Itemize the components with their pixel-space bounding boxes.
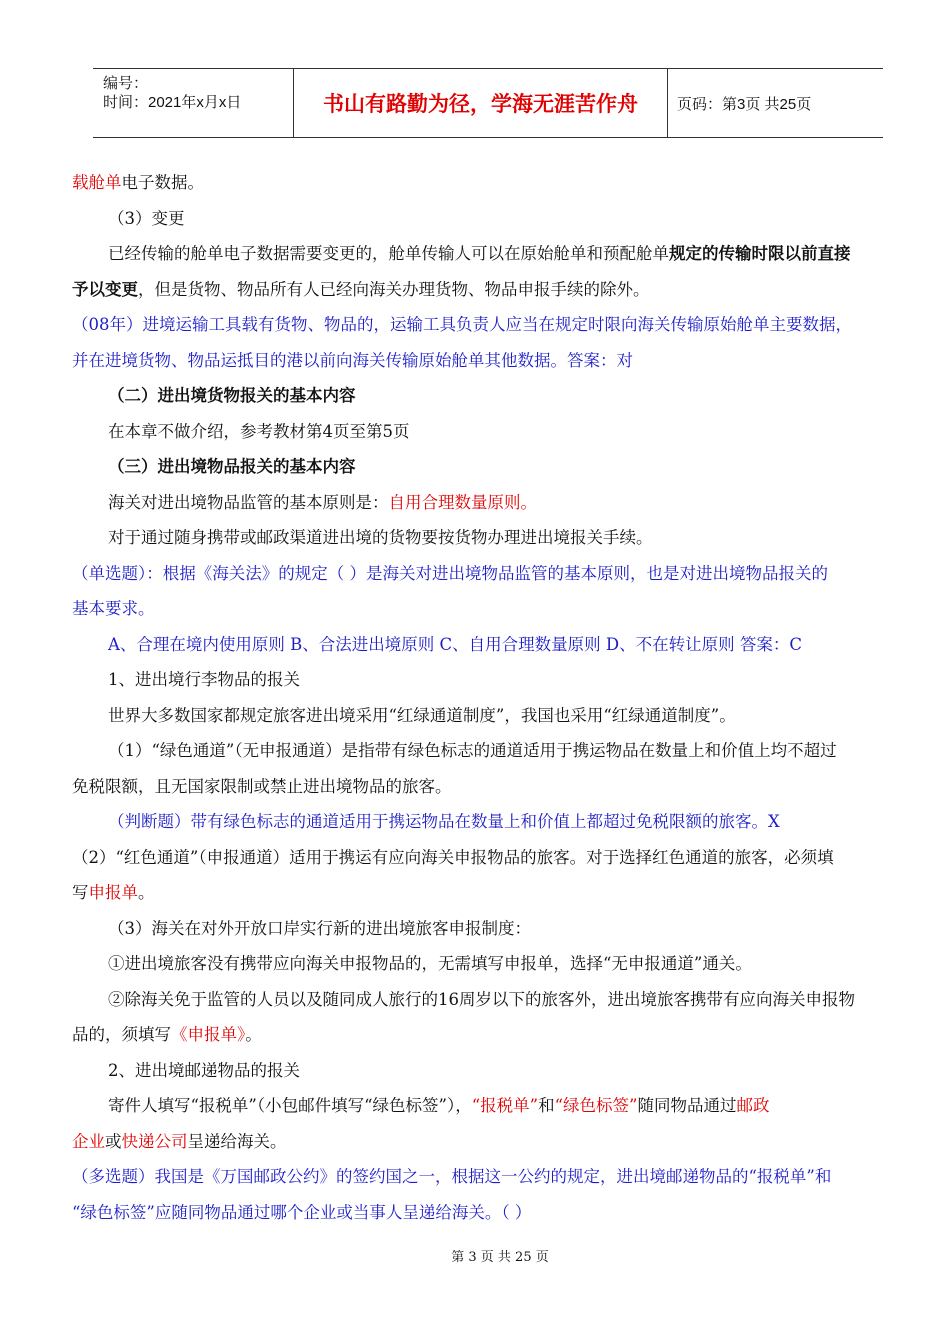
- text: 海关对进出境物品监管的基本原则是：: [108, 492, 389, 512]
- question-text: （单选题）：根据《海关法》的规定（ ）是海关对进出境物品监管的基本原则，也是对进出境物品报关的: [72, 563, 828, 583]
- paragraph: [72, 1017, 907, 1053]
- highlight-text: 申报单: [88, 883, 138, 902]
- question-text: （多选题）我国是《万国邮政公约》的签约国之一，根据这一公约的规定，进出境邮递物品的“报税单”和: [72, 1167, 832, 1186]
- highlight-text: 载舱单: [72, 173, 122, 192]
- bold-text: 规定的传输时限以前直接: [669, 244, 851, 263]
- highlight-text: 邮政: [736, 1096, 770, 1115]
- highlight-text: 《申报单》: [171, 1025, 246, 1044]
- question-text: 基本要求。: [72, 599, 155, 618]
- paragraph: 世界大多数国家都规定旅客进出境采用“红绿通道制度”，我国也采用“红绿通道制度”。: [108, 705, 736, 725]
- paragraph: [72, 875, 907, 911]
- paragraph: ②除海关免于监管的人员以及随同成人旅行的16周岁以下的旅客外，进出境旅客携带有应向海关申报物: [108, 989, 855, 1009]
- section-heading: （三）进出境物品报关的基本内容: [108, 457, 356, 476]
- header-page-label: 页码：第3页 共25页: [677, 95, 812, 113]
- paragraph: [72, 272, 907, 308]
- paragraph: 免税限额，且无国家限制或禁止进出境物品的旅客。: [72, 776, 452, 796]
- question-text: （判断题）带有绿色标志的通道适用于携运物品在数量上和价值上都超过免税限额的旅客。X: [108, 812, 780, 831]
- paragraph: [72, 165, 907, 201]
- highlight-text: 企业: [72, 1131, 105, 1151]
- text: 和: [538, 1096, 555, 1115]
- text: 品的，须填写: [72, 1025, 171, 1044]
- time-label: 时间：2021年x月x日: [103, 94, 242, 111]
- highlight-text: “绿色标签”: [554, 1096, 638, 1115]
- answer-options: A、合理在境内使用原则 B、合法进出境原则 C、自用合理数量原则 D、不在转让原则 答案：C: [108, 634, 802, 654]
- text: 电子数据。: [121, 173, 204, 192]
- text: 或: [105, 1131, 122, 1151]
- question-text: 并在进境货物、物品运抵目的港以前向海关传输原始舱单其他数据。答案：对: [72, 350, 633, 370]
- document-body: [72, 165, 907, 1230]
- paragraph: 对于通过随身携带或邮政渠道进出境的货物要按货物办理进出境报关手续。: [108, 528, 653, 547]
- question-text: “绿色标签”应随同物品通过哪个企业或当事人呈递给海关。（ ）: [72, 1202, 532, 1222]
- paragraph: 1、进出境行李物品的报关: [108, 670, 300, 689]
- paragraph: ①进出境旅客没有携带应向海关申报物品的，无需填写申报单，选择“无申报通道”通关。: [108, 954, 752, 973]
- paragraph: 2、进出境邮递物品的报关: [108, 1060, 300, 1080]
- header-info-cell: [93, 69, 294, 137]
- paragraph: [72, 236, 907, 272]
- paragraph: [72, 1124, 907, 1160]
- paragraph: [72, 485, 907, 521]
- question-text: （08年）进境运输工具载有货物、物品的，运输工具负责人应当在规定时限向海关传输原始舱单主要数据，: [72, 315, 852, 334]
- paragraph: （3）海关在对外开放口岸实行新的进出境旅客申报制度：: [108, 918, 531, 938]
- page-header: [93, 68, 883, 138]
- paragraph: （3）变更: [108, 208, 185, 228]
- section-heading: （二）进出境货物报关的基本内容: [108, 386, 356, 405]
- highlight-text: 快递公司: [121, 1131, 188, 1151]
- text: 呈递给海关。: [187, 1131, 287, 1151]
- number-label: 编号：: [103, 75, 149, 92]
- page-footer: 第 3 页 共 25 页: [451, 1250, 549, 1265]
- text: 。: [138, 883, 155, 902]
- text: 。: [245, 1025, 262, 1044]
- highlight-text: 自用合理数量原则。: [388, 492, 537, 512]
- text: 随同物品通过: [637, 1096, 737, 1115]
- paragraph: [72, 1088, 907, 1124]
- paragraph: 在本章不做介绍，参考教材第4页至第5页: [108, 421, 410, 441]
- paragraph: （1）“绿色通道”（无申报通道）是指带有绿色标志的通道适用于携运物品在数量上和价值上均不超过: [108, 741, 837, 760]
- text: ，但是货物、物品所有人已经向海关办理货物、物品申报手续的除外。: [138, 279, 650, 299]
- text: 写: [72, 883, 89, 902]
- highlight-text: “报税单”: [471, 1096, 539, 1115]
- bold-text: 予以变更: [72, 279, 138, 299]
- header-motto: 书山有路勤为径，学海无涯苦作舟: [294, 69, 668, 137]
- text: 寄件人填写“报税单”（小包邮件填写“绿色标签”），: [108, 1096, 472, 1115]
- text: 已经传输的舱单电子数据需要变更的，舱单传输人可以在原始舱单和预配舱单: [108, 244, 669, 263]
- paragraph: （2）“红色通道”（申报通道）适用于携运有应向海关申报物品的旅客。对于选择红色通道的旅客，必须填: [72, 847, 834, 867]
